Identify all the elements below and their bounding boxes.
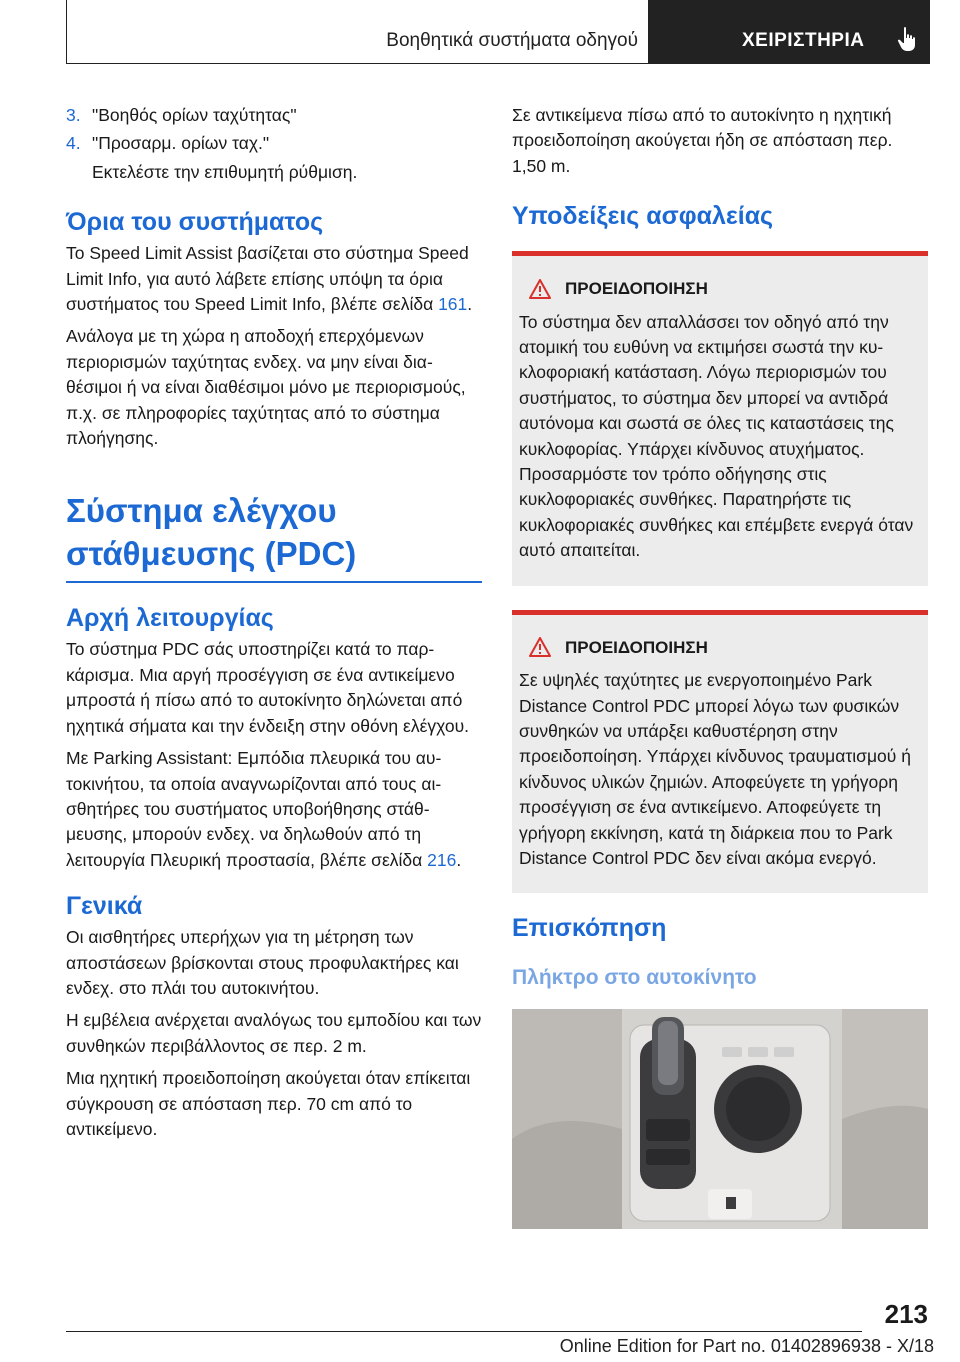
warning-header (519, 276, 916, 301)
left-column (66, 103, 482, 1149)
warning-title: ΠΡΟΕΙΔΟΠΟΙΗΣΗ (565, 279, 708, 299)
principle-paragraph: Το σύστημα PDC σάς υποστηρίζει κατά το παρκάρισμα. Μια αργή προσέγγιση σε ένα αντικείμενο μπροστά ή πίσω από το αυτοκίνητο δηλώνεται από ηχητικά σήματα και την ένδειξη στην οθόνη ελέγχου. (66, 639, 470, 736)
limits-paragraph-2: Ανάλογα με τη χώρα η αποδοχή επερχόμενων περιορισμών ταχύτητας ενδεχ. να μην είναι διαθέσιμοι ή να είναι διαθέσιμοι μόνο με περιορισμούς, π.χ. σε πληροφορίες ταχύτητας από το σύστημα πλοήγησης. (66, 326, 466, 449)
principle-heading: Αρχή λειτουργίας (66, 604, 274, 633)
limits-text: Το Speed Limit Assist βασίζεται στο σύστημα Speed Limit Info, για αυτό λάβετε επίσης υπόψη τα όρια συστήματος του Speed Limit Info, βλέπε σελίδα (66, 243, 469, 315)
step-number: 4. (66, 133, 81, 154)
page-link-216[interactable]: 216 (427, 849, 457, 870)
warning-triangle-icon (529, 279, 551, 299)
general-paragraph-3: Μια ηχητική προειδοποίηση ακούγεται όταν επίκειται σύγκρουση σε απόσταση περ. 70 cm από το αντικείμενο. (66, 1068, 471, 1139)
safety-heading: Υποδείξεις ασφαλείας (512, 202, 774, 231)
principle-paragraph-2 (66, 746, 482, 873)
step-followup: Εκτελέστε την επιθυμητή ρύθμιση. (92, 161, 358, 182)
warning-box (512, 610, 928, 894)
button-heading: Πλήκτρο στο αυτοκίνητο (512, 966, 757, 990)
warning-text: Σε υψηλές ταχύτητες με ενεργοποιημένο Park Distance Control PDC μπορεί λόγω των φυσικών συνθηκών να υπάρξει καθυστέρηση στην προειδοποίηση. Υπάρχει κίνδυνος τραυματισμού ή κίνδυνος υλικών ζημιών. Αποφεύγετε τη γρήγορη προσέγγιση σε ένα αντικείμενο. Αποφεύγετε τη γρήγορη εκκίνηση, κατά τη διάρκεια που το Park Distance Control PDC δεν είναι ακόμα ενεργό. (519, 670, 911, 868)
intro-paragraph: Σε αντικείμενα πίσω από το αυτοκίνητο η ηχητική προειδοποίηση ακούγεται ήδη σε απόσταση περ. 1,50 m. (512, 105, 893, 176)
warning-header (519, 635, 916, 660)
step-number: 3. (66, 105, 81, 125)
step-item (66, 103, 482, 128)
limits-heading: Όρια του συστήματος (66, 208, 324, 237)
heading-rule (66, 581, 482, 583)
warning-text: Το σύστημα δεν απαλλάσσει τον οδηγό από την ατομική του ευθύνη να εκτιμήσει σωστά την κυκλοφοριακή κατάσταση. Λόγω περιορισμών του συστήματος, το σύστημα δεν μπορεί να αντιδρά αυτόνομα και σωστά σε όλες τις καταστάσεις της κυκλοφορίας. Υπάρχει κίνδυνος ατυχήματος. Προσαρμόστε τον τρόπο οδήγησης στις κυκλοφοριακές συνθήκες. Παρατηρήστε τις κυκλοφοριακές συνθήκες και επέμβετε ενεργά όταν αυτό απαιτείται. (519, 311, 914, 561)
general-heading: Γενικά (66, 892, 143, 921)
page-link-161[interactable]: 161 (438, 294, 468, 315)
step-text: "Προσαρμ. ορίων ταχ." (92, 133, 270, 154)
center-console-image (512, 1009, 928, 1229)
period: . (467, 294, 473, 315)
pdc-heading (66, 489, 482, 575)
page-number: 213 (884, 1299, 928, 1329)
section-title: Βοηθητικά συστήματα οδηγού (386, 30, 638, 51)
edition-text: Online Edition for Part no. 01402896938 - X/18 (559, 1336, 934, 1356)
warning-box (512, 251, 928, 585)
overview-heading: Επισκόπηση (512, 914, 667, 943)
general-paragraph: Οι αισθητήρες υπερήχων για τη μέτρηση των αποστάσεων βρίσκονται στους προφυλακτήρες και ενδεχ. στο πλάι του αυτοκινήτου. (66, 927, 459, 998)
right-column (512, 103, 928, 1229)
warning-triangle-icon (529, 637, 551, 657)
step-item (66, 131, 482, 156)
warning-title: ΠΡΟΕΙΔΟΠΟΙΗΣΗ (565, 637, 708, 657)
console-photo (512, 1009, 928, 1229)
pdc-heading-line2: στάθμευσης (PDC) (66, 535, 357, 573)
pdc-heading-line1: Σύστημα ελέγχου (66, 492, 337, 530)
chapter-tab (648, 0, 930, 64)
footer-rule (66, 1331, 862, 1332)
hand-pointer-icon (896, 26, 920, 52)
limits-paragraph (66, 241, 482, 317)
principle-text: Με Parking Assistant: Εμπόδια πλευρικά του αυτοκινήτου, τα οποία αναγνωρίζονται από τους αισθητήρες του συστήματος υποβοήθησης στάθμευσης, μπορούν ενδεχ. να δηλωθούν από τη λειτουργία Πλευρική προστασία, βλέπε σελίδα (66, 748, 442, 870)
period: . (456, 849, 462, 870)
general-paragraph-2: Η εμβέλεια ανέρχεται αναλόγως του εμποδίου και των συνθηκών περιβάλλοντος σε περ. 2 m. (66, 1010, 482, 1056)
step-text: "Βοηθός ορίων ταχύτητας" (92, 105, 297, 125)
chapter-label: ΧΕΙΡΙΣΤΗΡΙΑ (742, 30, 865, 51)
